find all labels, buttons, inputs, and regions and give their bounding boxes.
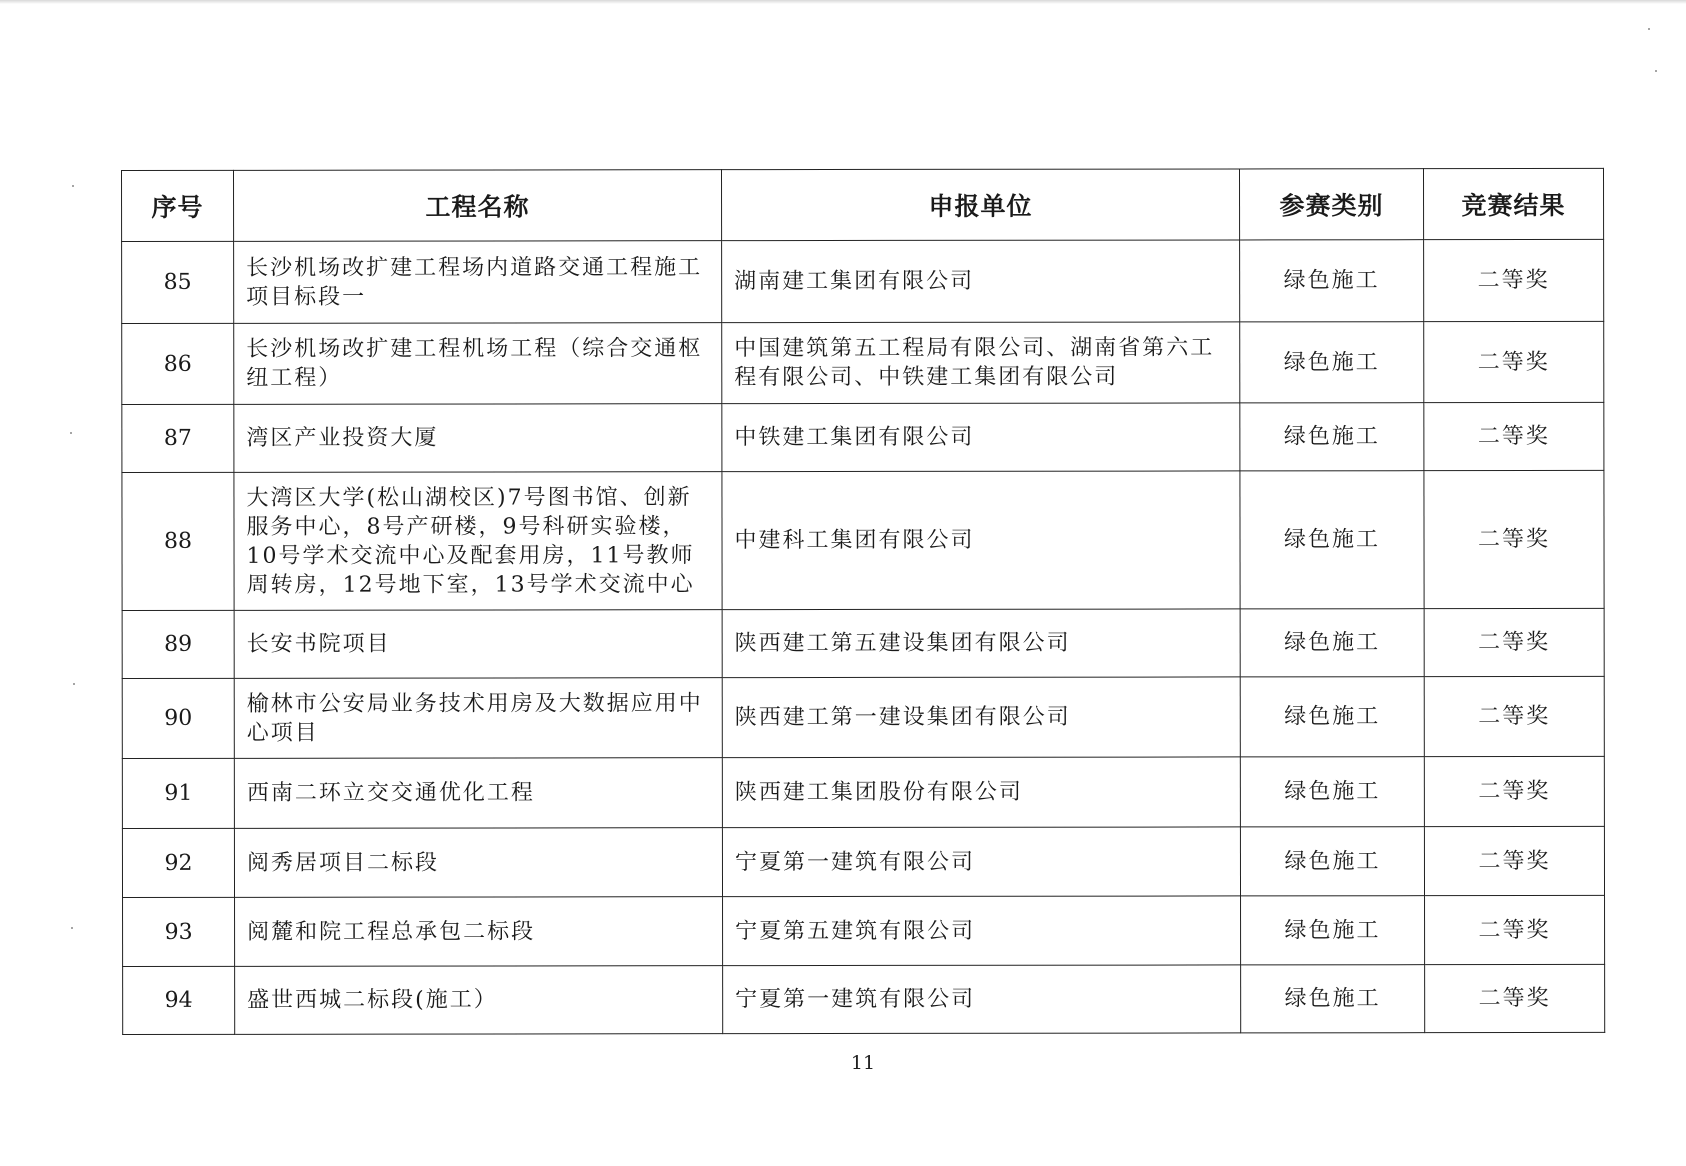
project-name: 大湾区大学(松山湖校区)7号图书馆、创新服务中心，8号产研楼，9号科研实验楼，10号学术交流中心及配套用房，11号教师周转房，12号地下室，13号学术交流中心	[234, 472, 722, 611]
table-row	[122, 239, 1604, 323]
result: 二等奖	[1425, 895, 1605, 964]
result: 二等奖	[1424, 756, 1604, 826]
project-name: 长沙机场改扩建工程机场工程（综合交通枢纽工程）	[234, 323, 722, 405]
category: 绿色施工	[1240, 609, 1424, 677]
result: 二等奖	[1425, 964, 1605, 1032]
row-number: 90	[122, 678, 234, 758]
header-row	[122, 168, 1604, 241]
header-category: 参赛类别	[1239, 169, 1423, 240]
applicant-unit: 宁夏第一建筑有限公司	[722, 827, 1240, 897]
table-row	[122, 826, 1604, 897]
category: 绿色施工	[1240, 471, 1424, 609]
project-name: 长沙机场改扩建工程场内道路交通工程施工项目标段一	[234, 241, 722, 324]
applicant-unit: 中建科工集团有限公司	[722, 471, 1240, 610]
table-row	[122, 756, 1604, 828]
scan-speck	[72, 185, 74, 187]
row-number: 89	[122, 610, 234, 678]
scan-top-edge	[0, 0, 1686, 4]
category: 绿色施工	[1240, 827, 1424, 896]
header-no: 序号	[122, 170, 234, 241]
row-number: 91	[122, 758, 234, 828]
row-number: 88	[122, 472, 234, 610]
scan-speck	[1648, 28, 1650, 30]
row-number: 87	[122, 404, 234, 472]
category: 绿色施工	[1240, 677, 1424, 757]
row-number: 85	[122, 241, 234, 323]
scan-speck	[73, 683, 75, 685]
applicant-unit: 宁夏第一建筑有限公司	[723, 965, 1241, 1034]
table-row	[123, 964, 1605, 1034]
category: 绿色施工	[1240, 757, 1424, 827]
results-table	[121, 168, 1605, 1035]
project-name: 阅秀居项目二标段	[234, 828, 722, 898]
category: 绿色施工	[1240, 403, 1424, 471]
scan-speck	[71, 927, 73, 929]
category: 绿色施工	[1241, 896, 1425, 965]
category: 绿色施工	[1240, 322, 1424, 403]
applicant-unit: 陕西建工第五建设集团有限公司	[722, 609, 1240, 678]
page-number: 11	[850, 1052, 876, 1074]
result: 二等奖	[1424, 676, 1604, 756]
table-row	[122, 608, 1604, 678]
result: 二等奖	[1424, 321, 1604, 402]
category: 绿色施工	[1240, 240, 1424, 322]
scan-speck	[1655, 70, 1657, 72]
result: 二等奖	[1424, 608, 1604, 676]
result: 二等奖	[1424, 239, 1604, 321]
applicant-unit: 陕西建工集团股份有限公司	[722, 757, 1240, 828]
project-name: 西南二环立交交通优化工程	[234, 758, 722, 829]
applicant-unit: 湖南建工集团有限公司	[722, 240, 1240, 323]
applicant-unit: 陕西建工第一建设集团有限公司	[722, 677, 1240, 758]
project-name: 湾区产业投资大厦	[234, 404, 722, 473]
header-applicant-unit: 申报单位	[722, 169, 1240, 241]
applicant-unit: 中铁建工集团有限公司	[722, 403, 1240, 472]
table-row	[122, 321, 1604, 404]
project-name: 长安书院项目	[234, 610, 722, 679]
table-row	[123, 895, 1605, 966]
result: 二等奖	[1424, 402, 1604, 470]
row-number: 93	[123, 897, 235, 966]
result: 二等奖	[1424, 826, 1604, 895]
project-name: 阅麓和院工程总承包二标段	[235, 897, 723, 967]
row-number: 86	[122, 323, 234, 404]
result: 二等奖	[1424, 470, 1604, 608]
row-number: 94	[123, 966, 235, 1034]
project-name: 榆林市公安局业务技术用房及大数据应用中心项目	[234, 678, 722, 759]
row-number: 92	[122, 828, 234, 897]
header-result: 竞赛结果	[1423, 168, 1603, 239]
header-project-name: 工程名称	[234, 170, 722, 242]
scan-speck	[70, 432, 72, 434]
category: 绿色施工	[1241, 965, 1425, 1033]
table-row	[122, 402, 1604, 472]
project-name: 盛世西城二标段(施工）	[235, 966, 723, 1035]
applicant-unit: 宁夏第五建筑有限公司	[723, 896, 1241, 966]
applicant-unit: 中国建筑第五工程局有限公司、湖南省第六工程有限公司、中铁建工集团有限公司	[722, 322, 1240, 404]
table-row	[122, 470, 1604, 610]
table-row	[122, 676, 1604, 758]
